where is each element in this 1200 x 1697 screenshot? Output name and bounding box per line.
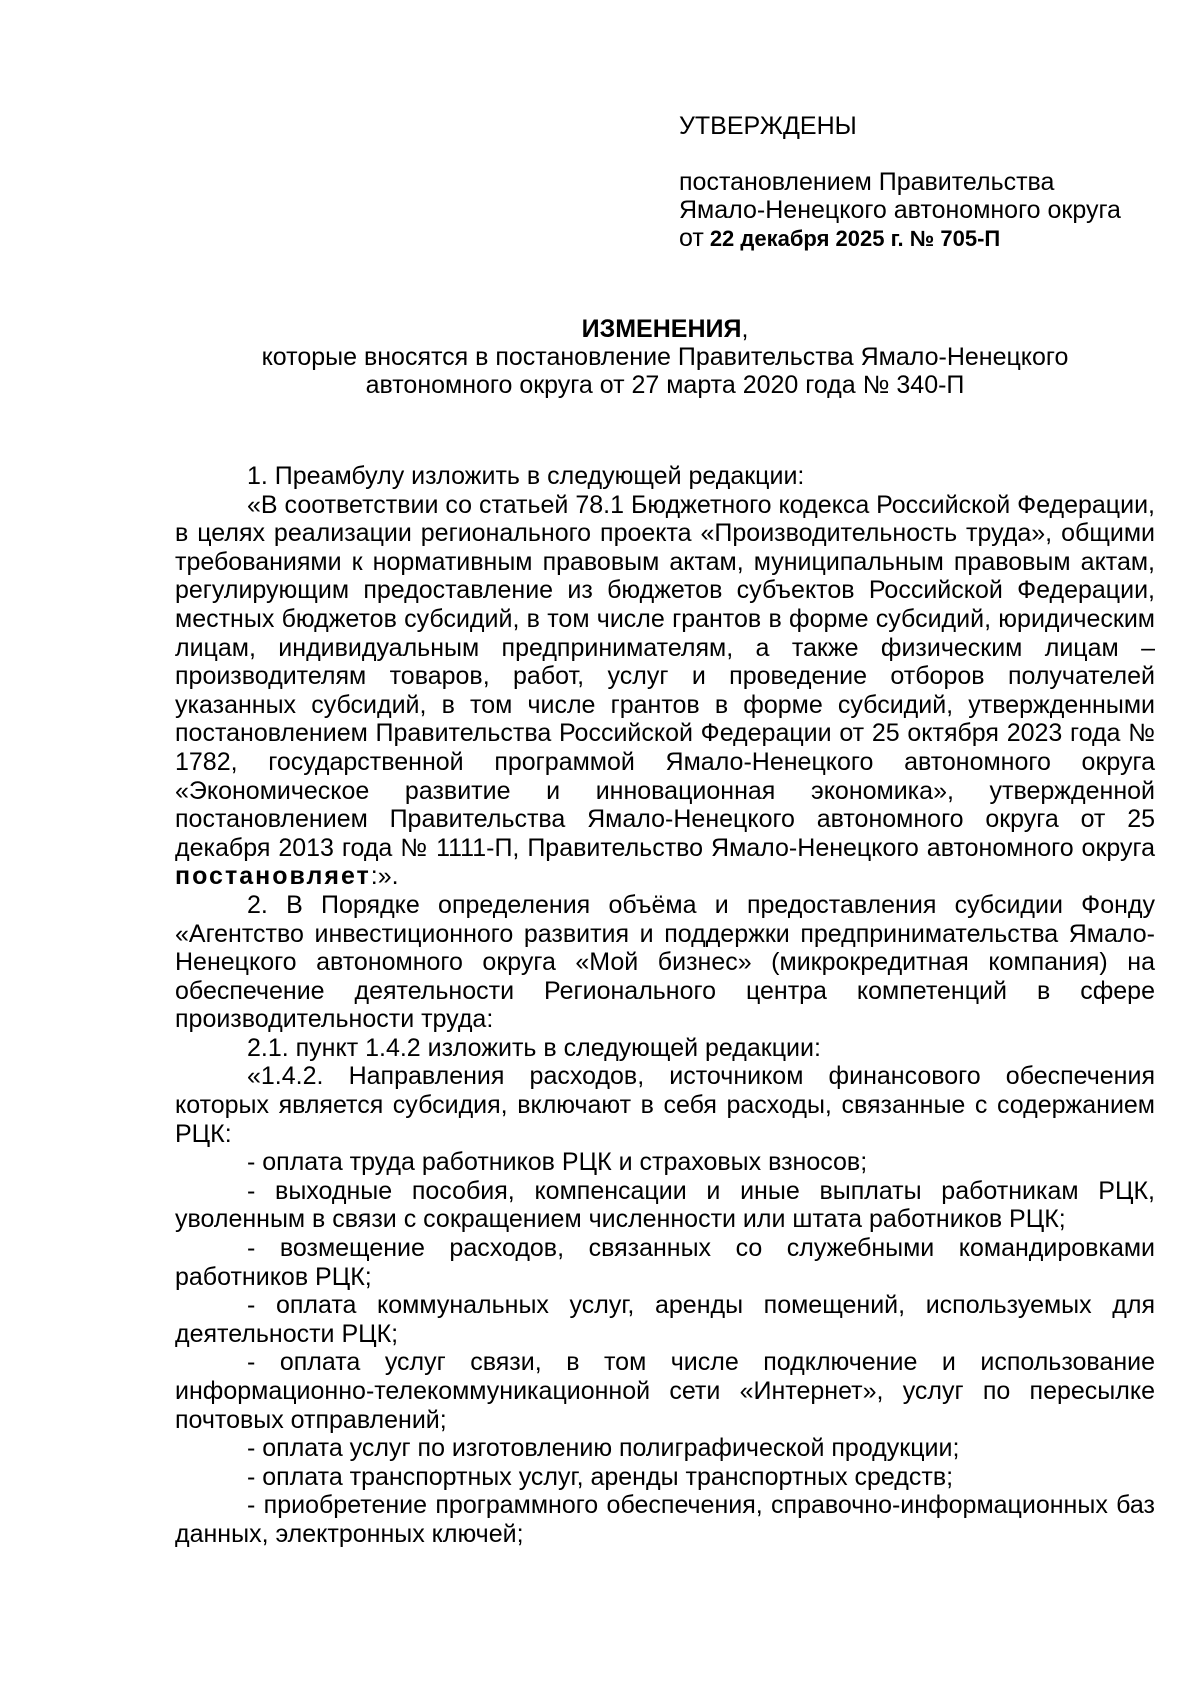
title-heading-line: [175, 315, 1155, 343]
approval-stamp: [679, 112, 1159, 253]
paragraph-2-bold: постановляет: [175, 862, 371, 891]
list-item-2: - выходные пособия, компенсации и иные выплаты работникам РЦК, уволенным в связи с сокращением численности или штата работников РЦК;: [175, 1176, 1155, 1234]
document-body: [175, 462, 1155, 1549]
approval-line-2: Ямало-Ненецкого автономного округа: [679, 196, 1121, 224]
paragraph-5: «1.4.2. Направления расходов, источником финансового обеспечения которых является субсидия, включают в себя расходы, связанные с содержанием РЦК:: [175, 1062, 1155, 1148]
paragraph-4: 2.1. пункт 1.4.2 изложить в следующей редакции:: [247, 1033, 821, 1062]
title-line-1: которые вносятся в постановление Правительства Ямало-Ненецкого: [261, 343, 1069, 371]
list-item-1: - оплата труда работников РЦК и страховых взносов;: [247, 1148, 868, 1177]
list-item-6: - оплата услуг по изготовлению полиграфической продукции;: [247, 1434, 960, 1463]
title-heading-comma: ,: [741, 315, 749, 343]
approval-heading: УТВЕРЖДЕНЫ: [679, 112, 857, 140]
paragraph-2-end: :».: [370, 862, 399, 891]
list-item-4: - оплата коммунальных услуг, аренды помещений, используемых для деятельности РЦК;: [175, 1291, 1155, 1348]
paragraph-3: 2. В Порядке определения объёма и предоставления субсидии Фонду «Агентство инвестиционного развития и поддержки предпринимательства Ямало-Ненецкого автономного округа «Мой бизнес» (микрокредитная компания) на обеспечение деятельности Регионального центра компетенций в сфере производительности труда:: [175, 890, 1155, 1034]
approval-line-1: постановлением Правительства: [679, 168, 1055, 196]
list-item-3: - возмещение расходов, связанных со служебными командировками работников РЦК;: [175, 1234, 1155, 1291]
list-item-8: - приобретение программного обеспечения, справочно-информационных баз данных, электронных ключей;: [175, 1491, 1155, 1548]
approval-date-line: [679, 224, 1159, 253]
title-line-2: автономного округа от 27 марта 2020 года № 340-П: [365, 371, 965, 399]
title-heading: ИЗМЕНЕНИЯ: [581, 315, 742, 343]
approval-date-value: 22 декабря 2025 г. № 705-П: [709, 226, 1001, 251]
paragraph-2: [175, 491, 1155, 891]
paragraph-2-text: «В соответствии со статьей 78.1 Бюджетного кодекса Российской Федерации, в целях реализации регионального проекта «Производительность труда», общими требованиями к нормативным правовым актам, муниципальным правовым актам, регулирующим предоставление из бюджетов субъектов Российской Федерации, местных бюджетов субсидий, в том числе грантов в форме субсидий, юридическим лицам, индивидуальным предпринимателям, а также физическим лицам – производителям товаров, работ, услуг и проведение отборов получателей указанных субсидий, в том числе грантов в форме субсидий, утвержденными постановлением Правительства Российской Федерации от 25 октября 2023 года № 1782, государственной программой Ямало-Ненецкого автономного округа «Экономическое развитие и инновационная экономика», утвержденной постановлением Правительства Ямало-Ненецкого автономного округа от 25 декабря 2013 года № 1111-П, Правительство Ямало-Ненецкого автономного округа: [175, 490, 1155, 862]
paragraph-1: 1. Преамбулу изложить в следующей редакции:: [247, 462, 805, 490]
approval-date-prefix: от: [679, 224, 704, 252]
list-item-7: - оплата транспортных услуг, аренды транспортных средств;: [247, 1462, 954, 1491]
document-title: [175, 315, 1155, 399]
list-item-5: - оплата услуг связи, в том числе подключение и использование информационно-телекоммуникационной сети «Интернет», услуг по пересылке почтовых отправлений;: [175, 1348, 1155, 1434]
